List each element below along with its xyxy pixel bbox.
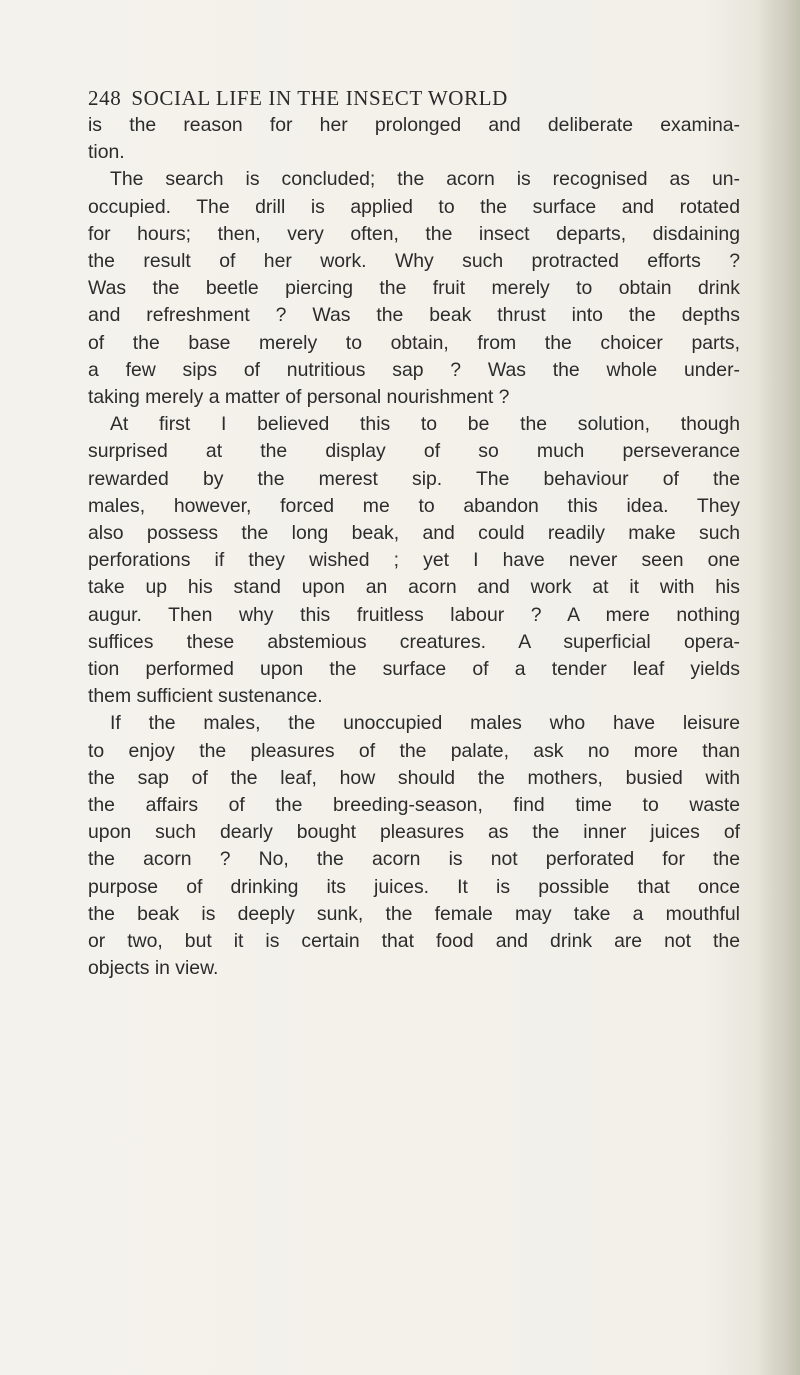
text-line: them sufficient sustenance. [88, 685, 323, 708]
text-line: occupied. The drill is applied to the surface and rotated [88, 195, 740, 218]
text-line: a few sips of nutritious sap ? Was the whole under- [88, 358, 740, 381]
text-line: objects in view. [88, 957, 219, 980]
text-line: males, however, forced me to abandon this idea. They [88, 494, 740, 517]
text-line: take up his stand upon an acorn and work at it with his [88, 576, 740, 599]
text-line: the acorn ? No, the acorn is not perforated for the [88, 848, 740, 871]
text-line: suffices these abstemious creatures. A superficial opera- [88, 630, 740, 653]
text-line: purpose of drinking its juices. It is possible that once [88, 875, 740, 898]
text-line: the beak is deeply sunk, the female may take a mouthful [88, 902, 740, 925]
text-line: surprised at the display of so much perseverance [88, 440, 740, 463]
text-line: At first I believed this to be the solution, though [110, 413, 740, 436]
text-line: and refreshment ? Was the beak thrust into the depths [88, 304, 740, 327]
body-text [88, 112, 740, 983]
running-header [88, 86, 748, 111]
text-line: the sap of the leaf, how should the mothers, busied with [88, 766, 740, 789]
running-title: SOCIAL LIFE IN THE INSECT WORLD [131, 86, 508, 110]
text-line: The search is concluded; the acorn is recognised as un- [110, 168, 740, 191]
text-line: for hours; then, very often, the insect departs, disdaining [88, 222, 740, 245]
text-line: taking merely a matter of personal nourishment ? [88, 386, 510, 409]
text-line: rewarded by the merest sip. The behaviour of the [88, 467, 740, 490]
text-line: perforations if they wished ; yet I have never seen one [88, 549, 740, 572]
text-line: tion performed upon the surface of a tender leaf yields [88, 658, 740, 681]
text-line: to enjoy the pleasures of the palate, ask no more than [88, 739, 740, 762]
text-line: augur. Then why this fruitless labour ? A mere nothing [88, 603, 740, 626]
text-line: upon such dearly bought pleasures as the inner juices of [88, 821, 740, 844]
page-edge-shadow [758, 0, 800, 1375]
page-number: 248 [88, 86, 122, 110]
text-line: If the males, the unoccupied males who have leisure [110, 712, 740, 735]
text-line: or two, but it is certain that food and drink are not the [88, 930, 740, 953]
text-line: the affairs of the breeding-season, find time to waste [88, 794, 740, 817]
text-line: also possess the long beak, and could readily make such [88, 522, 740, 545]
text-line: tion. [88, 141, 125, 164]
text-line: is the reason for her prolonged and deliberate examina- [88, 114, 740, 136]
text-line: Was the beetle piercing the fruit merely to obtain drink [88, 277, 740, 300]
text-line: the result of her work. Why such protracted efforts ? [88, 250, 740, 273]
text-line: of the base merely to obtain, from the choicer parts, [88, 331, 740, 354]
